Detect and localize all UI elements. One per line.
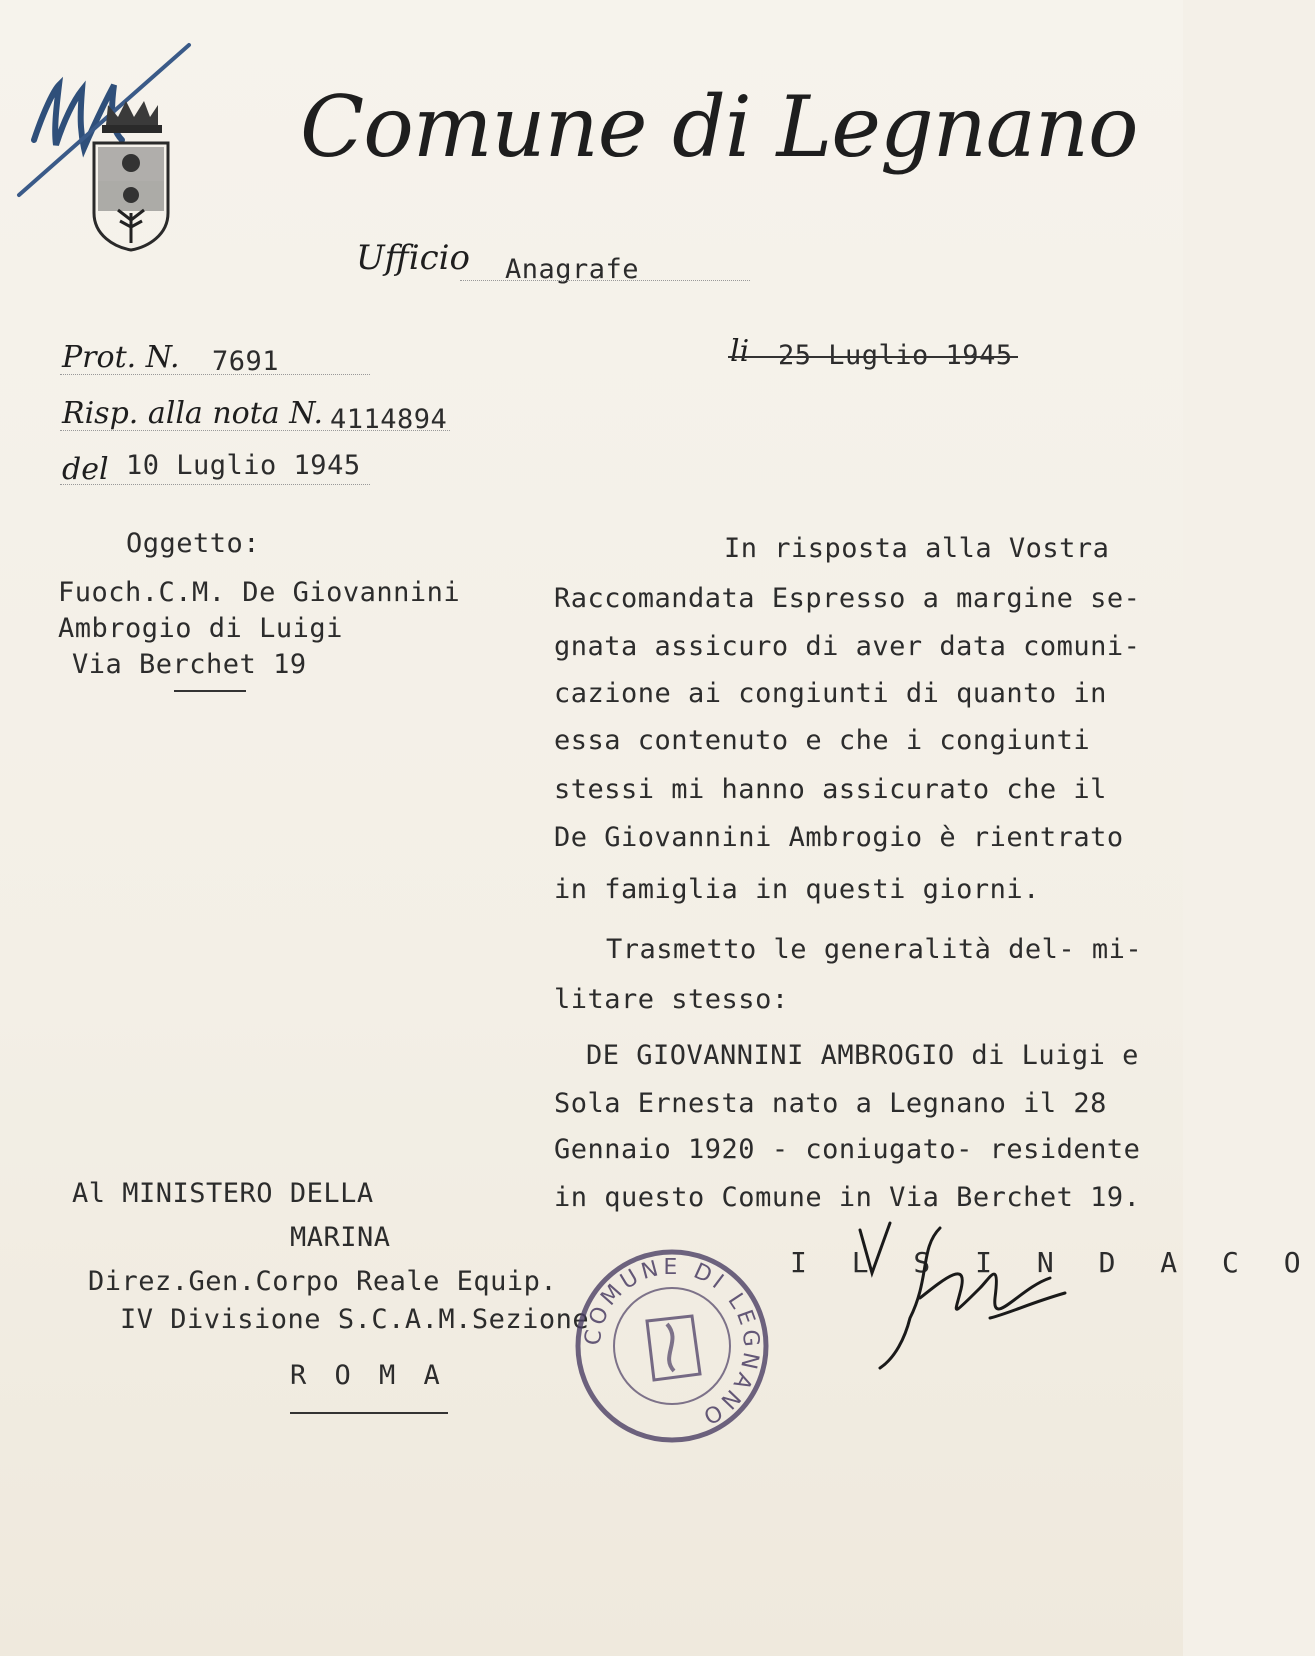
del-value: 10 Luglio 1945: [126, 450, 361, 481]
body-line: De Giovannini Ambrogio è rientrato: [554, 822, 1124, 853]
body-line: Gennaio 1920 - coniugato- residente: [554, 1134, 1141, 1165]
addressee-line: Direz.Gen.Corpo Reale Equip.: [88, 1266, 558, 1297]
stamp-text: COMUNE DI LEGNANO: [580, 1254, 764, 1431]
addressee-line: IV Divisione S.C.A.M.Sezione: [120, 1304, 590, 1335]
office-label: Ufficio: [356, 238, 471, 278]
addressee-line: Al MINISTERO DELLA: [72, 1178, 374, 1209]
body-line: gnata assicuro di aver data comuni-: [554, 631, 1141, 662]
body-line: cazione ai congiunti di quanto in: [554, 678, 1107, 709]
letterhead-title: Comune di Legnano: [300, 78, 1138, 176]
subject-label: Oggetto:: [126, 528, 261, 559]
date-value: 25 Luglio 1945: [778, 340, 1013, 371]
body-line: Sola Ernesta nato a Legnano il 28: [554, 1088, 1107, 1119]
body-line: Raccomandata Espresso a margine se-: [554, 583, 1141, 614]
body-line: in famiglia in questi giorni.: [554, 874, 1040, 905]
date-prefix: li: [730, 334, 750, 369]
body-line: In risposta alla Vostra: [724, 533, 1110, 564]
subject-line: Via Berchet 19: [72, 649, 307, 680]
body-line: litare stesso:: [554, 984, 789, 1015]
coat-of-arms-icon: [88, 95, 174, 255]
del-label: del: [62, 452, 109, 487]
body-line: stessi mi hanno assicurato che il: [554, 774, 1107, 805]
official-stamp-icon: [572, 1246, 772, 1446]
signature-label: I L S I N D A C O: [790, 1246, 1315, 1279]
subject-line: Fuoch.C.M. De Giovannini: [58, 577, 461, 608]
addressee-line: MARINA: [290, 1222, 391, 1253]
body-line: DE GIOVANNINI AMBROGIO di Luigi e: [586, 1040, 1139, 1071]
office-value: Anagrafe: [505, 254, 640, 285]
handwritten-signature: [850, 1218, 1090, 1378]
addressee-line: R O M A: [290, 1360, 446, 1391]
body-line: Trasmetto le generalità del- mi-: [606, 934, 1143, 965]
prot-value: 7691: [212, 346, 280, 377]
prot-label: Prot. N.: [62, 340, 180, 375]
risp-label: Risp. alla nota N.: [62, 396, 324, 431]
body-line: essa contenuto e che i congiunti: [554, 725, 1091, 756]
subject-line: Ambrogio di Luigi: [58, 613, 343, 644]
body-line: in questo Comune in Via Berchet 19.: [554, 1182, 1141, 1213]
risp-value: 4114894: [330, 404, 448, 435]
